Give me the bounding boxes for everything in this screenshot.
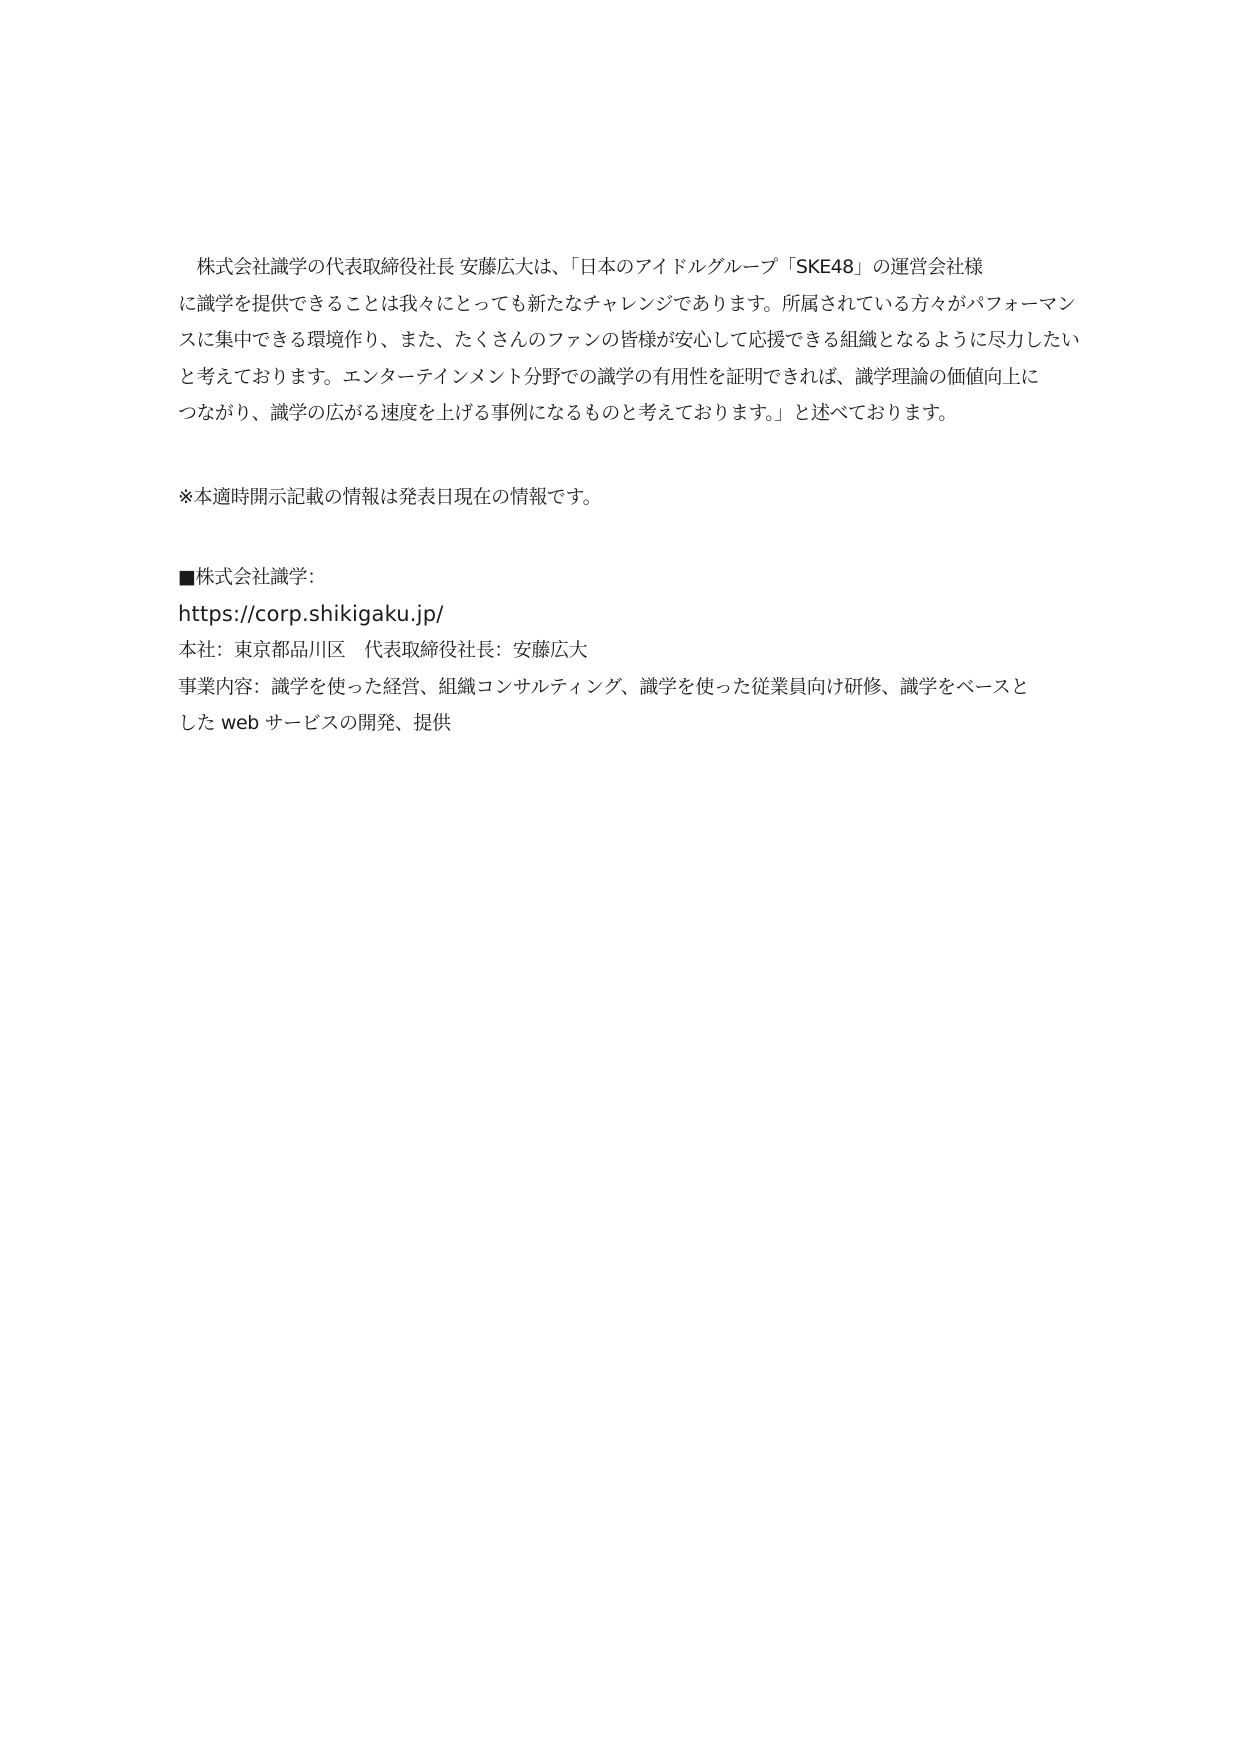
company-info-block: [178, 559, 1062, 742]
company-headquarters: 本社：東京都品川区 代表取締役社長：安藤広大: [178, 639, 588, 662]
president-statement-paragraph: [178, 249, 1080, 432]
statement-line: と考えております。エンターテインメント分野での識学の有用性を証明できれば、識学理論の価値向上に: [178, 365, 1039, 388]
company-url-link[interactable]: https://corp.shikigaku.jp/: [178, 601, 444, 626]
statement-line: スに集中できる環境作り、また、たくさんのファンの皆様が安心して応援できる組織となるように尽力したい: [178, 329, 1080, 352]
disclosure-note: ※本適時開示記載の情報は発表日現在の情報です。: [178, 485, 602, 508]
spacer: [178, 515, 1062, 559]
statement-line: に識学を提供できることは我々にとっても新たなチャレンジであります。所属されている方々がパフォーマン: [178, 292, 1076, 315]
company-business-description-cont: した web サービスの開発、提供: [178, 712, 451, 735]
statement-line: 株式会社識学の代表取締役社長 安藤広大は、「日本のアイドルグループ「SKE48」の運営会社様: [178, 256, 983, 278]
spacer: [178, 432, 1062, 479]
document-body: [178, 249, 1080, 742]
statement-line: つながり、識学の広がる速度を上げる事例になるものと考えております。」と述べております。: [178, 402, 957, 425]
company-business-description: 事業内容：識学を使った経営、組織コンサルティング、識学を使った従業員向け研修、識学をベースと: [178, 675, 1030, 698]
company-info-heading: ■株式会社識学：: [178, 565, 326, 588]
